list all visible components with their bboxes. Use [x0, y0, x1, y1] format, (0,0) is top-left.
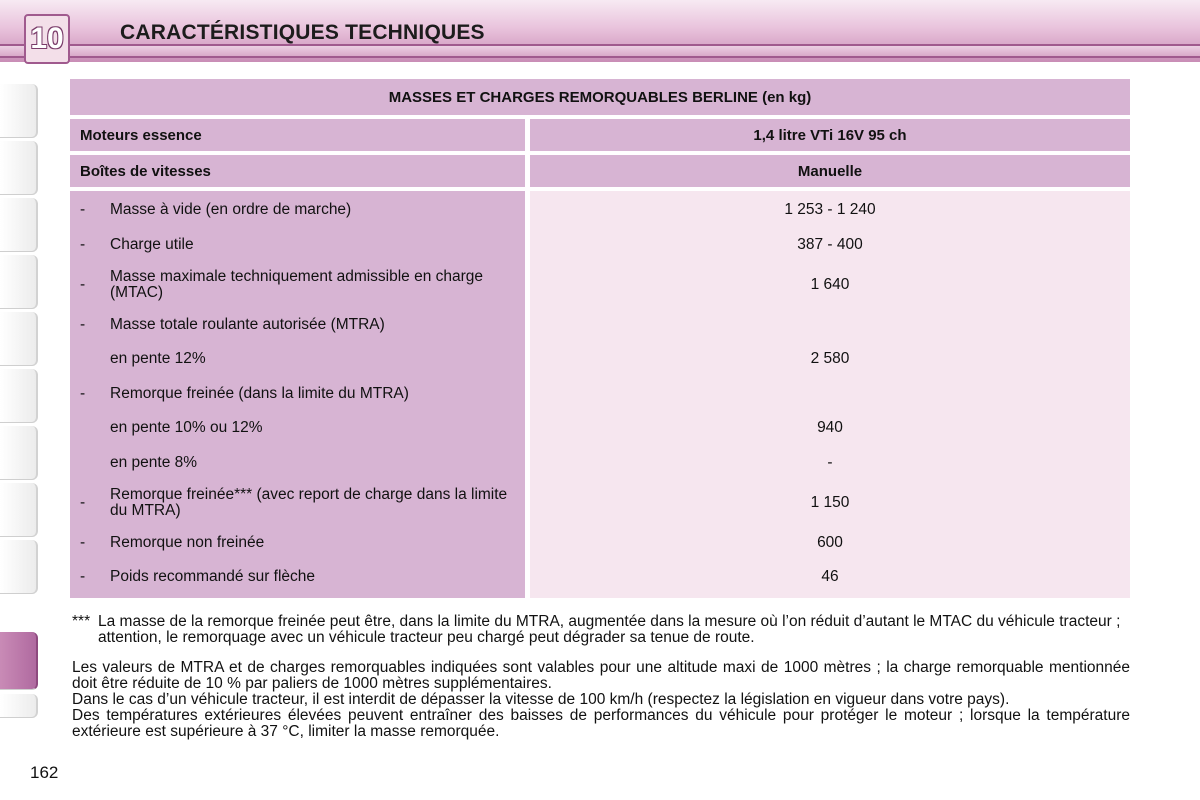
table-title: MASSES ET CHARGES REMORQUABLES BERLINE (en kg): [70, 79, 1130, 115]
footnote-text: La masse de la remorque freinée peut être, dans la limite du MTRA, augmentée dans la mesure où l’on réduit d’autant le MTAC du véhicule tracteur ; attention, le remorquage avec un véhicule tracteur peu chargé peut dégrader sa tenue de route.: [98, 613, 1121, 646]
table-row: [70, 262, 525, 308]
row-value: 387 - 400: [797, 235, 863, 253]
row-label: Remorque freinée*** (avec report de charge dans la limite du MTRA): [110, 485, 508, 519]
row-value: 940: [817, 419, 843, 437]
engine-label: Moteurs essence: [70, 119, 525, 151]
table-row: [70, 308, 525, 342]
row-value: 2 580: [810, 350, 850, 368]
side-tab-2[interactable]: [0, 141, 38, 195]
row-label: Masse maximale techniquement admissible en charge (MTAC): [110, 267, 484, 301]
gearbox-value: Manuelle: [530, 155, 1130, 187]
side-tab-active[interactable]: [0, 632, 38, 690]
footnote: [72, 614, 1130, 646]
side-tab-4[interactable]: [0, 255, 38, 309]
row-dash: -: [80, 568, 86, 586]
side-tab-8[interactable]: [0, 483, 38, 537]
row-dash: -: [80, 384, 86, 402]
table-row: [70, 445, 525, 479]
table-row: [70, 227, 525, 261]
row-value: 46: [821, 568, 839, 586]
side-tab-7[interactable]: [0, 426, 38, 480]
note-temperature: Des températures extérieures élevées peuvent entraîner des baisses de performances du véhicule pour protéger le moteur ; lorsque la température extérieure est supérieure à 37 °C, limiter la masse remorquée.: [72, 707, 1130, 740]
values-column: [530, 191, 1130, 598]
engine-row: [70, 119, 1130, 151]
table-row: [70, 526, 525, 560]
row-label: en pente 10% ou 12%: [110, 419, 263, 437]
row-dash: -: [80, 275, 86, 293]
table-body: [70, 191, 1130, 598]
side-tab-9[interactable]: [0, 540, 38, 594]
note-altitude: Les valeurs de MTRA et de charges remorquables indiquées sont valables pour une altitude maxi de 1000 mètres ; la charge remorquable mentionnée doit être réduite de 10 % par paliers de 1000 mètres supplémentaires.: [72, 659, 1130, 692]
gearbox-row: [70, 155, 1130, 187]
row-dash: -: [80, 493, 86, 511]
note-speed: Dans le cas d’un véhicule tracteur, il est interdit de dépasser la vitesse de 100 km/h (respectez la législation en vigueur dans votre pays).: [72, 691, 1010, 708]
table-row: [70, 193, 525, 227]
row-dash: -: [80, 533, 86, 551]
labels-column: [70, 191, 525, 598]
row-label: Remorque freinée (dans la limite du MTRA): [110, 384, 409, 402]
row-value: [530, 308, 1130, 342]
row-label: Masse totale roulante autorisée (MTRA): [110, 315, 385, 333]
page-title: CARACTÉRISTIQUES TECHNIQUES: [120, 21, 485, 44]
row-label: Remorque non freinée: [110, 533, 265, 551]
row-dash: -: [80, 315, 86, 333]
row-value: 600: [817, 533, 843, 551]
side-tab-1[interactable]: [0, 84, 38, 138]
chapter-badge: 10: [24, 14, 70, 64]
table-row: [70, 560, 525, 594]
side-tab-6[interactable]: [0, 369, 38, 423]
page-number: 162: [30, 763, 59, 782]
row-dash: -: [80, 201, 86, 219]
row-label: en pente 12%: [110, 350, 206, 368]
engine-value: 1,4 litre VTi 16V 95 ch: [530, 119, 1130, 151]
table-row: [70, 342, 525, 376]
row-value: 1 253 - 1 240: [784, 201, 876, 219]
gearbox-label: Boîtes de vitesses: [70, 155, 525, 187]
side-tab-5[interactable]: [0, 312, 38, 366]
side-tab-3[interactable]: [0, 198, 38, 252]
row-value: [530, 377, 1130, 411]
row-dash: -: [80, 235, 86, 253]
table-row: [70, 377, 525, 411]
row-label: Poids recommandé sur flèche: [110, 568, 316, 586]
header-rule: [0, 44, 1200, 58]
side-tab-11[interactable]: [0, 694, 38, 718]
row-label: Charge utile: [110, 235, 194, 253]
side-tabs: [0, 84, 40, 714]
footnote-marker: ***: [72, 613, 91, 630]
row-label: en pente 8%: [110, 453, 198, 471]
row-value: 1 150: [810, 493, 850, 511]
row-value: 1 640: [810, 275, 850, 293]
towing-weights-table: [70, 79, 1130, 598]
row-value: -: [827, 453, 833, 471]
notes: [72, 660, 1130, 740]
table-row: [70, 411, 525, 445]
table-row: [70, 480, 525, 526]
row-label: Masse à vide (en ordre de marche): [110, 201, 352, 219]
